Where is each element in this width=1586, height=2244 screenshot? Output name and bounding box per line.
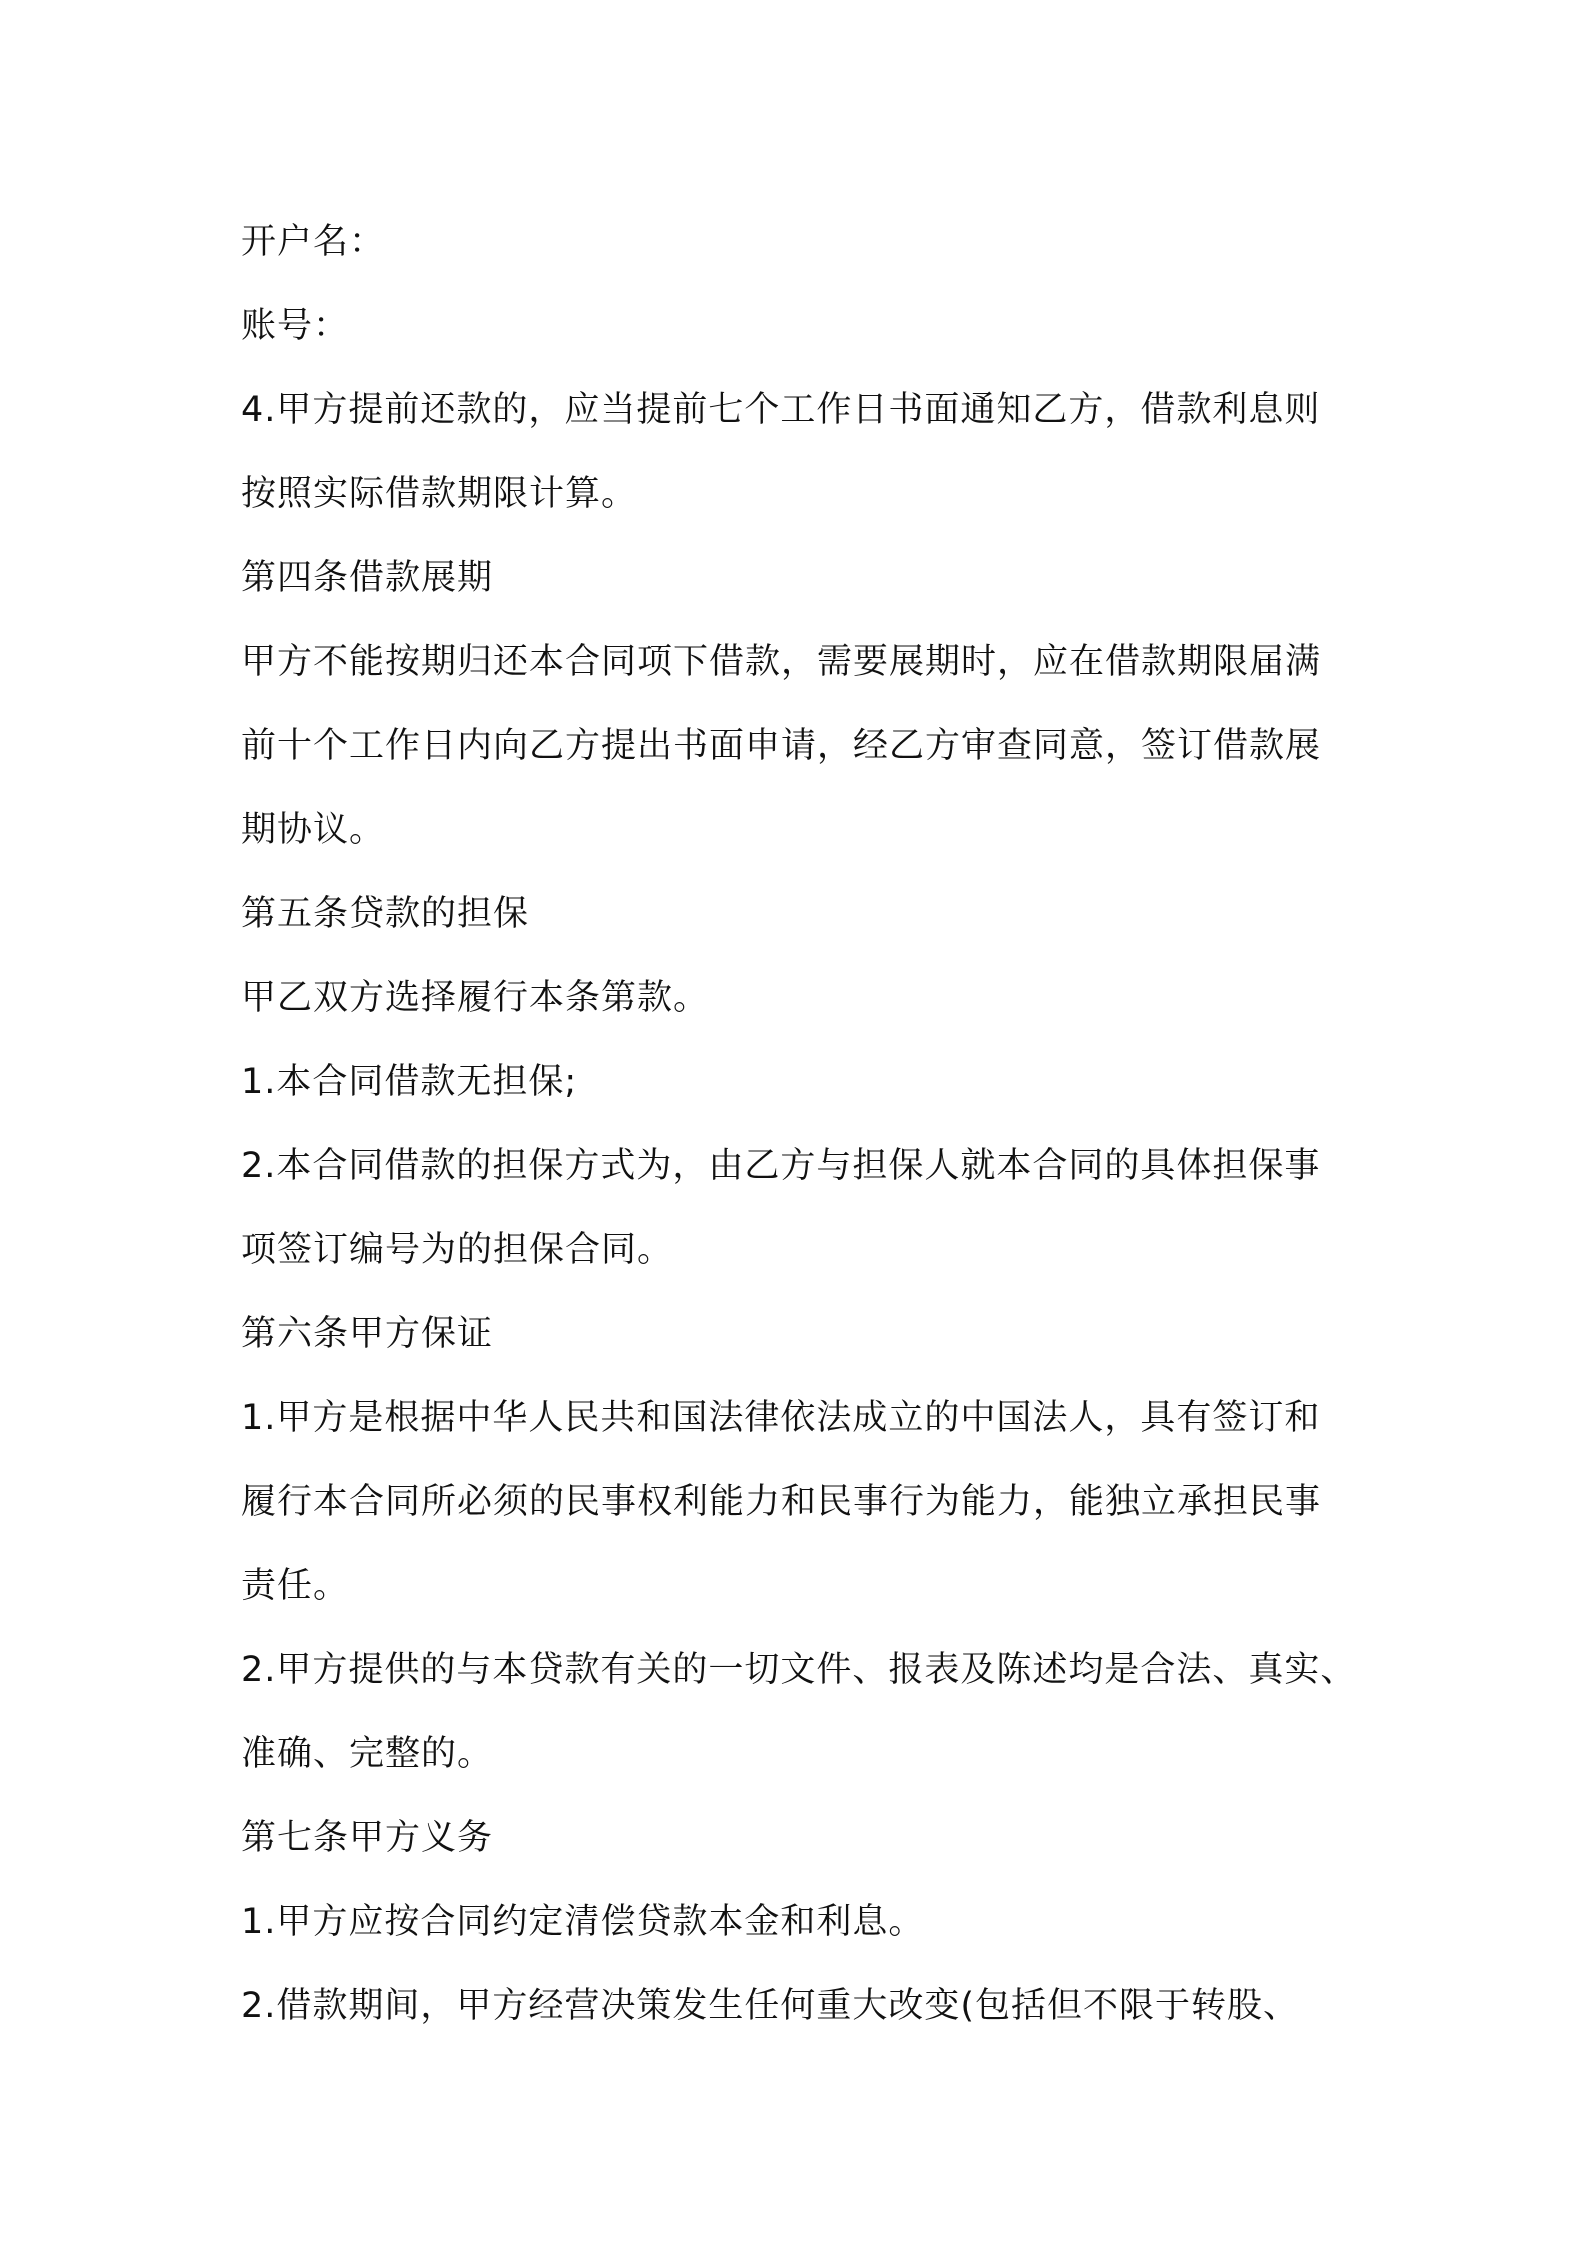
section-heading: 第四条借款展期 (241, 558, 494, 598)
list-item-line: 1.本合同借款无担保; (241, 1062, 578, 1102)
section-heading: 第七条甲方义务 (241, 1818, 494, 1858)
section-heading: 第五条贷款的担保 (241, 894, 530, 934)
document-body (241, 200, 1371, 2048)
list-item-line: 1.甲方应按合同约定清偿贷款本金和利息。 (241, 1902, 925, 1942)
section-heading: 第六条甲方保证 (241, 1314, 494, 1354)
list-item-line: 2.本合同借款的担保方式为，由乙方与担保人就本合同的具体担保事 (241, 1146, 1321, 1186)
list-item-line: 2.借款期间，甲方经营决策发生任何重大改变(包括但不限于转股、 (241, 1986, 1300, 2026)
account-number-line: 账号： (241, 306, 350, 346)
list-item-line: 1.甲方是根据中华人民共和国法律依法成立的中国法人，具有签订和 (241, 1398, 1321, 1438)
paragraph-line: 项签订编号为的担保合同。 (241, 1230, 674, 1270)
paragraph-line: 前十个工作日内向乙方提出书面申请，经乙方审查同意，签订借款展 (241, 726, 1322, 766)
paragraph-line: 甲乙双方选择履行本条第款。 (241, 978, 710, 1018)
paragraph-line: 4.甲方提前还款的，应当提前七个工作日书面通知乙方，借款利息则 (241, 390, 1321, 430)
paragraph-line: 期协议。 (241, 810, 386, 850)
paragraph-line: 责任。 (241, 1566, 350, 1606)
account-name-line: 开户名： (241, 222, 386, 262)
paragraph-line: 甲方不能按期归还本合同项下借款，需要展期时，应在借款期限届满 (241, 642, 1322, 682)
paragraph-line: 履行本合同所必须的民事权利能力和民事行为能力，能独立承担民事 (241, 1482, 1322, 1522)
paragraph-line: 准确、完整的。 (241, 1734, 494, 1774)
paragraph-line: 按照实际借款期限计算。 (241, 474, 638, 514)
list-item-line: 2.甲方提供的与本贷款有关的一切文件、报表及陈述均是合法、真实、 (241, 1650, 1357, 1690)
